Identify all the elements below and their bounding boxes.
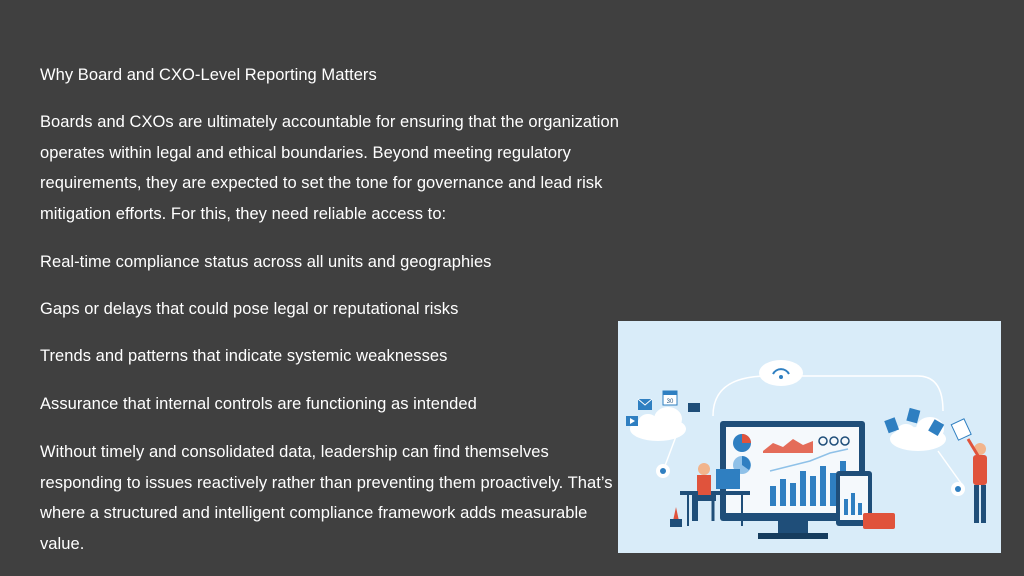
left-cloud-icon xyxy=(630,407,686,441)
doc-icon-2 xyxy=(906,408,920,423)
access-item-4: Assurance that internal controls are functioning as intended xyxy=(40,395,477,413)
wifi-bubble-icon xyxy=(759,360,803,386)
access-item-2: Gaps or delays that could pose legal or reputational risks xyxy=(40,300,459,318)
illustration-svg xyxy=(618,321,1001,553)
closing-paragraph: Without timely and consolidated data, leadership can find themselves responding to issues reactively rather than preventing them proactively. That’s where a structured and intelligent compliance framework adds measurable value. xyxy=(40,443,613,553)
access-item-1: Real-time compliance status across all units and geographies xyxy=(40,253,492,271)
plant-icon xyxy=(670,507,682,527)
calendar-badge: 30 xyxy=(666,399,674,405)
standing-person-icon xyxy=(951,419,987,523)
compliance-dashboard-illustration xyxy=(618,321,1001,553)
slide-heading: Why Board and CXO-Level Reporting Matters xyxy=(40,66,377,84)
folder-icon xyxy=(863,513,895,529)
chat-icon xyxy=(688,403,700,412)
access-item-3: Trends and patterns that indicate systemic weaknesses xyxy=(40,347,448,365)
intro-paragraph: Boards and CXOs are ultimately accountable for ensuring that the organization operates within legal and ethical boundaries. Beyond meeting regulatory requirements, they are expected to set the tone for governance and lead risk mitigation efforts. For this, they need reliable access to: xyxy=(40,113,619,223)
